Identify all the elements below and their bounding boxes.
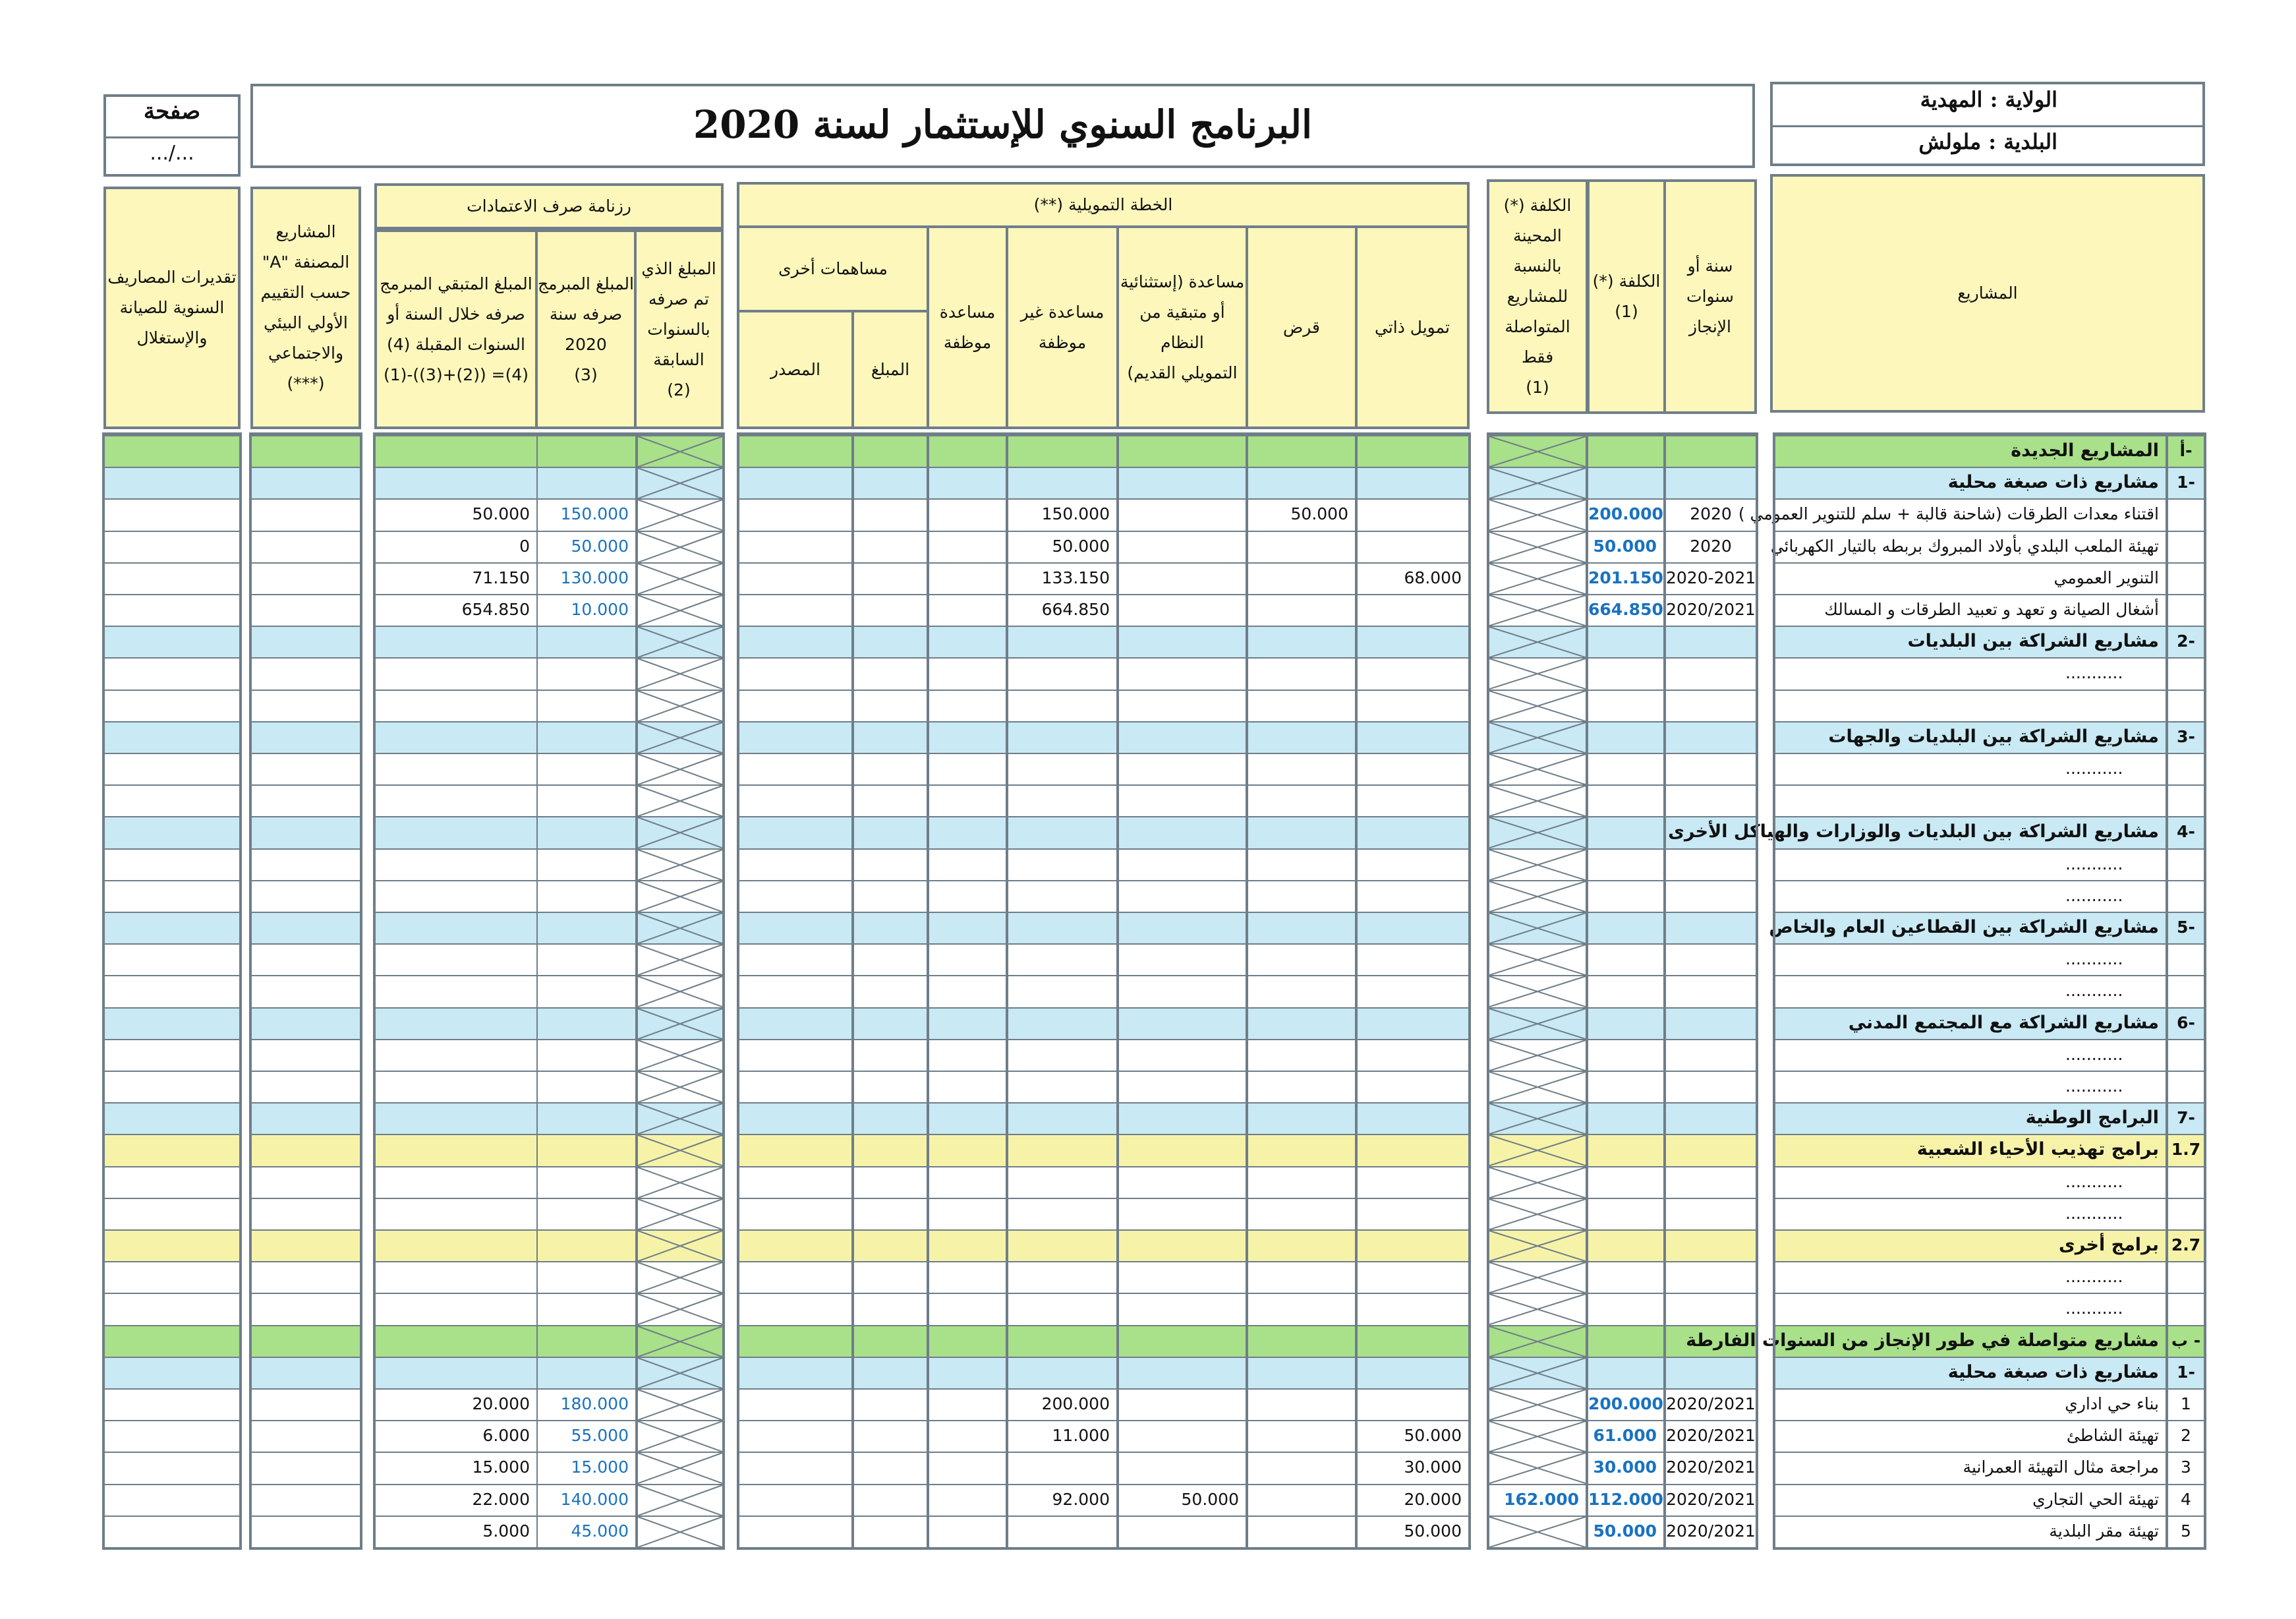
header-other-amount: المبلغ	[851, 310, 929, 429]
column-group-border	[373, 432, 725, 1550]
cell-cost-value: 200.000	[1588, 504, 1663, 524]
cell-year-value: 2020/2021	[1666, 1426, 1756, 1446]
header-unallocated: مساعدة غير موظفة	[1006, 225, 1119, 429]
header-classified: المشاريع المصنفة "A" حسب التقييم الأولي البيئي والاجتماعي (***)	[250, 187, 361, 429]
header-cost: الكلفة (*) (1)	[1587, 179, 1666, 414]
column-group-border	[102, 432, 242, 1550]
header-allocated: مساعدة موظفة	[927, 225, 1008, 429]
cell-programmed-value: 140.000	[560, 1489, 629, 1509]
cell-label-value: تهيئة الحي التجاري	[2032, 1489, 2159, 1509]
cell-year-value: 2020-2021	[1666, 568, 1756, 587]
column-group-border	[737, 432, 1471, 1550]
cell-exceptional-value: 50.000	[1181, 1489, 1239, 1509]
cell-self-funding-value: 30.000	[1404, 1457, 1462, 1477]
cell-row-num-value: 3	[2181, 1457, 2191, 1477]
cell-remaining-value: 22.000	[472, 1489, 530, 1509]
cell-label-value: ...........	[2065, 949, 2123, 969]
cell-self-funding-value: 68.000	[1404, 568, 1462, 587]
cell-row-num-value: 2	[2181, 1426, 2191, 1446]
cell-programmed-value: 55.000	[571, 1426, 629, 1446]
cell-row-num-value: 1-	[2177, 1362, 2195, 1382]
cell-year-value: 2020	[1690, 504, 1732, 524]
cell-programmed-value: 180.000	[560, 1394, 629, 1413]
cell-label-value: اقتناء معدات الطرقات (شاحنة قالبة + سلم للتنوير العمومي )	[1738, 504, 2159, 524]
cell-cost-value: 30.000	[1593, 1457, 1657, 1477]
cell-cost-value: 50.000	[1593, 1521, 1657, 1541]
cell-label-value: تهيئة مقر البلدية	[2049, 1521, 2159, 1541]
header-schedule-group: رزنامة صرف الاعتمادات	[374, 183, 724, 229]
cell-row-num-value: 1.7	[2171, 1140, 2201, 1160]
cell-programmed-value: 15.000	[571, 1457, 629, 1477]
column-group-border	[1770, 432, 2206, 1550]
cell-remaining-value: 5.000	[482, 1521, 530, 1541]
cell-label-value: ...........	[2065, 1203, 2123, 1223]
cell-cost-value: 61.000	[1593, 1426, 1657, 1446]
cell-label-value: تهيئة الملعب البلدي بأولاد المبروك بربطه بالتيار الكهربائي	[1770, 536, 2159, 556]
cell-row-num-value: 6-	[2177, 1013, 2195, 1032]
cell-year-value: 2020/2021	[1666, 1394, 1756, 1413]
cell-programmed-value: 130.000	[560, 568, 629, 587]
header-year: سنة أو سنوات الإنجاز	[1663, 179, 1757, 414]
cell-label-value: مشاريع الشراكة بين البلديات والوزارات والهياكل الأخرى	[1668, 821, 2159, 842]
cell-label-value: مشاريع الشراكة بين القطاعين العام والخاص	[1769, 917, 2159, 937]
cell-remaining-value: 20.000	[472, 1394, 530, 1413]
cell-row-num-value: 1	[2181, 1394, 2191, 1413]
cell-cost-value: 201.150	[1588, 568, 1663, 587]
cell-unallocated-value: 50.000	[1052, 536, 1110, 556]
header-exceptional: مساعدة (إستثنائية أو متبقية من النظام التمويلي القديم)	[1116, 225, 1248, 429]
cell-cost-value: 50.000	[1593, 536, 1657, 556]
cell-cost-value: 200.000	[1588, 1394, 1663, 1413]
header-remaining: المبلغ المتبقي المبرمج صرفه خلال السنة أو السنوات المقبلة (4) (4)= ((2)+(3))-(1)	[374, 229, 538, 429]
cell-row-num-value: 1-	[2177, 473, 2195, 492]
cell-label-value: بناء حي اداري	[2065, 1394, 2159, 1413]
cell-label-value: ...........	[2065, 854, 2123, 873]
header-programmed-2020: المبلغ المبرمج صرفه سنة 2020 (3)	[535, 229, 637, 429]
cell-label-value: ...........	[2065, 1267, 2123, 1287]
header-self-funding: تمويل ذاتي	[1355, 225, 1470, 429]
cell-row-num-value: 2-	[2177, 632, 2195, 651]
cell-programmed-value: 45.000	[571, 1521, 629, 1541]
cell-label-value: ...........	[2065, 663, 2123, 683]
cell-row-num-value: 4	[2181, 1489, 2191, 1509]
cell-label-value: ...........	[2065, 1076, 2123, 1096]
cell-remaining-value: 15.000	[472, 1457, 530, 1477]
cell-remaining-value: 71.150	[472, 568, 530, 587]
cell-row-num-value: 2.7	[2171, 1235, 2201, 1254]
cell-label-value: برامج تهذيب الأحياء الشعبية	[1916, 1139, 2159, 1160]
baladiya-label: البلدية : ملولش	[1918, 129, 2057, 154]
cell-unallocated-value: 150.000	[1041, 504, 1110, 524]
cell-label-value: ...........	[2065, 759, 2123, 778]
cell-year-value: 2020/2021	[1666, 1521, 1756, 1541]
cell-label-value: مشاريع الشراكة بين البلديات	[1907, 631, 2159, 652]
column-group-border	[249, 432, 362, 1550]
cell-label-value: مشاريع ذات صبغة محلية	[1947, 1361, 2159, 1382]
header-loan: قرض	[1246, 225, 1358, 429]
cell-label-value: ...........	[2065, 885, 2123, 905]
cell-label-value: مشاريع ذات صبغة محلية	[1947, 472, 2159, 493]
cell-row-num-value: 3-	[2177, 726, 2195, 746]
header-projects: المشاريع	[1770, 174, 2205, 413]
column-group-border	[1487, 432, 1758, 1550]
cell-label-value: مراجعة مثال التهيئة العمرانية	[1963, 1457, 2159, 1477]
cell-label-value: ...........	[2065, 1171, 2123, 1191]
page-label: صفحة	[143, 98, 201, 125]
cell-remaining-value: 6.000	[482, 1426, 530, 1446]
cell-cost-updated-value: 162.000	[1504, 1489, 1579, 1509]
cell-unallocated-value: 200.000	[1041, 1394, 1110, 1413]
cell-row-num-value: 5	[2181, 1521, 2191, 1541]
cell-label-value: مشاريع الشراكة بين البلديات والجهات	[1828, 726, 2159, 747]
cell-label-value: مشاريع الشراكة مع المجتمع المدني	[1848, 1012, 2159, 1033]
cell-self-funding-value: 50.000	[1404, 1521, 1462, 1541]
cell-label-value: ...........	[2065, 1299, 2123, 1318]
header-other-source: المصدر	[737, 310, 854, 429]
cell-self-funding-value: 50.000	[1404, 1426, 1462, 1446]
cell-cost-value: 112.000	[1588, 1489, 1663, 1509]
cell-row-num-value: أ-	[2179, 441, 2193, 460]
cell-unallocated-value: 133.150	[1041, 568, 1110, 587]
cell-year-value: 2020	[1690, 536, 1732, 556]
cell-unallocated-value: 664.850	[1041, 600, 1110, 619]
cell-unallocated-value: 11.000	[1052, 1426, 1110, 1446]
cell-year-value: 2020/2021	[1666, 1489, 1756, 1509]
cell-year-value: 2020/2021	[1666, 600, 1756, 619]
cell-remaining-value: 654.850	[461, 600, 530, 619]
cell-programmed-value: 150.000	[560, 504, 629, 524]
cell-cost-value: 664.850	[1588, 600, 1663, 619]
cell-label-value: التنوير العمومي	[2053, 568, 2159, 587]
cell-row-num-value: ب -	[2171, 1330, 2201, 1350]
cell-loan-value: 50.000	[1290, 504, 1348, 524]
cell-row-num-value: 7-	[2177, 1108, 2195, 1128]
cell-programmed-value: 10.000	[571, 600, 629, 619]
header-financing-group: الخطة التمويلية (**)	[737, 182, 1470, 228]
cell-label-value: البرامج الوطنية	[2025, 1107, 2159, 1129]
header-spent-prev: المبلغ الذي تم صرفه بالسنوات السابقة (2)	[634, 229, 724, 429]
cell-label-value: ...........	[2065, 981, 2123, 1001]
cell-label-value: مشاريع متواصلة في طور الإنجاز من السنوات الفارطة	[1686, 1330, 2159, 1351]
page-value: .../...	[150, 142, 194, 165]
wilaya-label: الولاية : المهدية	[1920, 87, 2057, 112]
header-cost-updated: الكلفة (*) المحينة بالنسبة للمشاريع المتواصلة فقط (1)	[1487, 179, 1588, 414]
cell-label-value: المشاريع الجديدة	[2011, 440, 2159, 461]
cell-year-value: 2020/2021	[1666, 1457, 1756, 1477]
cell-row-num-value: 4-	[2177, 822, 2195, 842]
cell-label-value: برامج أخرى	[2058, 1235, 2159, 1255]
cell-remaining-value: 50.000	[472, 504, 530, 524]
cell-self-funding-value: 20.000	[1404, 1489, 1462, 1509]
cell-programmed-value: 50.000	[571, 536, 629, 556]
header-other-group: مساهمات أخرى	[737, 225, 929, 312]
cell-unallocated-value: 92.000	[1052, 1489, 1110, 1509]
page-title: البرنامج السنوي للإستثمار لسنة 2020	[693, 102, 1313, 147]
cell-label-value: أشغال الصيانة و تعهد و تعبيد الطرقات و المسالك	[1824, 600, 2159, 619]
cell-remaining-value: 0	[519, 536, 530, 556]
cell-row-num-value: 5-	[2177, 918, 2195, 937]
cell-label-value: ...........	[2065, 1044, 2123, 1064]
cell-label-value: تهيئة الشاطئ	[2066, 1426, 2159, 1446]
header-maintenance: تقديرات المصاريف السنوية للصيانة والإستغلال	[103, 187, 241, 429]
